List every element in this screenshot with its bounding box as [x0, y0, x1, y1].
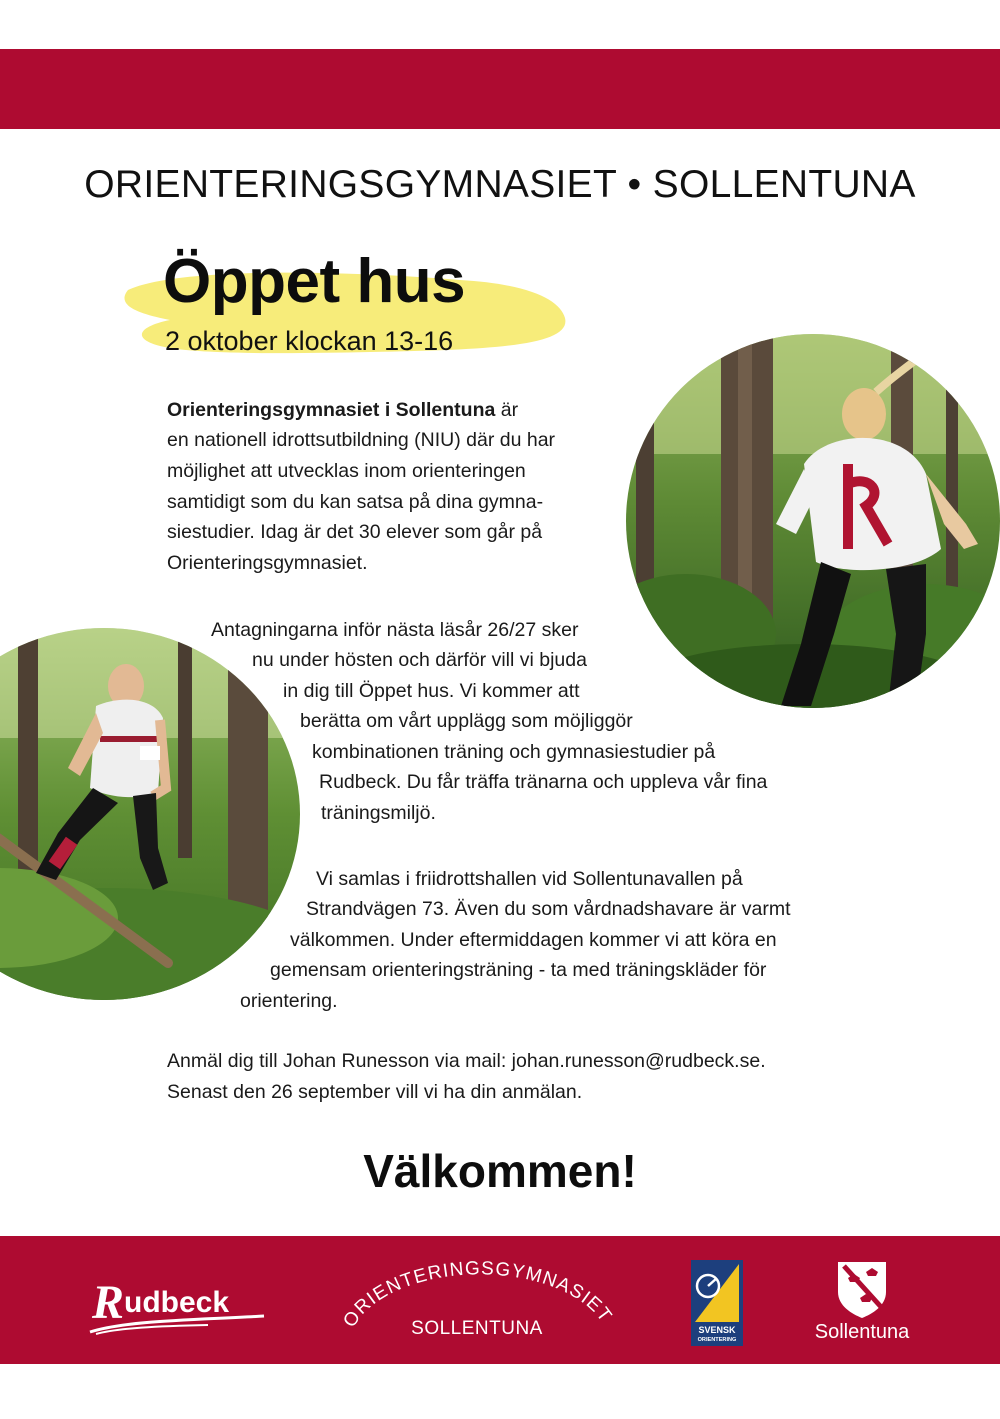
og-city: SOLLENTUNA — [411, 1318, 543, 1339]
runner-jumping-log-photo — [0, 628, 300, 1000]
svensk-line2: ORIENTERING — [697, 1337, 737, 1343]
meeting-line: Strandvägen 73. Även du som vårdnadshavare är varmt — [306, 898, 791, 920]
sollentuna-logo — [800, 1258, 924, 1344]
admissions-line: berätta om vårt upplägg som möjliggör — [300, 710, 633, 732]
top-band — [0, 49, 1000, 129]
orienteringsgymnasiet-logo — [336, 1250, 618, 1350]
intro-line: siestudier. Idag är det 30 elever som går på — [167, 521, 543, 543]
closing-welcome: Välkommen! — [363, 1145, 637, 1197]
intro-bold-lead: Orienteringsgymnasiet i Sollentuna — [167, 399, 496, 421]
admissions-line: nu under hösten och därför vill vi bjuda — [252, 649, 587, 671]
admissions-line: Rudbeck. Du får träffa tränarna och uppleva vår fina — [319, 771, 768, 793]
svensk-orientering-logo — [691, 1260, 743, 1346]
svg-text:udbeck: udbeck — [124, 1286, 230, 1319]
intro-line: samtidigt som du kan satsa på dina gymna- — [167, 491, 544, 513]
svg-text:R: R — [92, 1276, 125, 1329]
admissions-line: kombinationen träning och gymnasiestudier på — [312, 741, 716, 763]
hero-subtitle: 2 oktober klockan 13-16 — [165, 326, 454, 356]
intro-line: en nationell idrottsutbildning (NIU) där du har — [167, 429, 556, 451]
signup-line: Anmäl dig till Johan Runesson via mail: johan.runesson@rudbeck.se. — [167, 1050, 766, 1072]
rudbeck-logo — [88, 1262, 270, 1342]
meeting-line: Vi samlas i friidrottshallen vid Sollentunavallen på — [316, 868, 743, 890]
runner-in-forest-photo — [626, 334, 1000, 708]
intro-line: Orienteringsgymnasiet. — [167, 552, 368, 574]
svensk-line1: SVENSK — [698, 1325, 736, 1335]
intro-line-1 — [167, 395, 518, 426]
intro-line: möjlighet att utvecklas inom orienteringen — [167, 460, 526, 482]
signup-line: Senast den 26 september vill vi ha din anmälan. — [167, 1081, 583, 1103]
meeting-line: gemensam orienteringsträning - ta med träningskläder för — [270, 959, 767, 981]
intro-line-1-rest: är — [495, 399, 519, 421]
meeting-line: orientering. — [240, 990, 338, 1012]
og-arc-text: ORIENTERINGSGYMNASIET — [339, 1258, 617, 1332]
admissions-line: in dig till Öppet hus. Vi kommer att — [283, 680, 580, 702]
hero-title: Öppet hus — [163, 247, 466, 316]
admissions-line: Antagningarna inför nästa läsår 26/27 sker — [211, 619, 579, 641]
meeting-line: välkommen. Under eftermiddagen kommer vi att köra en — [290, 929, 777, 951]
school-title: ORIENTERINGSGYMNASIET • SOLLENTUNA — [84, 163, 916, 206]
admissions-line: träningsmiljö. — [321, 802, 436, 824]
sollentuna-logo-text: Sollentuna — [814, 1321, 910, 1343]
